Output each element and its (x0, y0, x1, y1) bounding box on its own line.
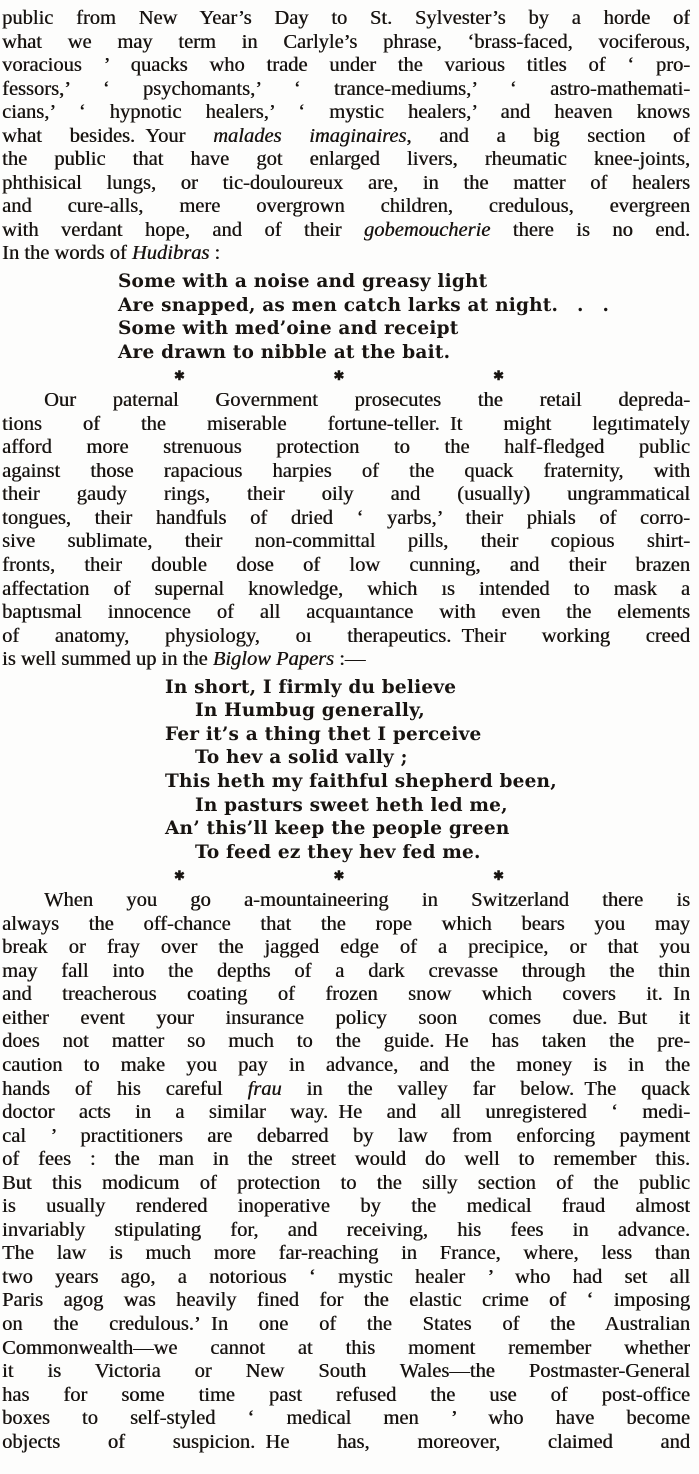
text-line: doctor acts in a similar way. He and all unregistered ‘ medi- (2, 1101, 690, 1124)
text-line: two years ago, a notorious ‘ mystic healer ’ who had set all (2, 1265, 690, 1288)
verse-line: To hev a solid vally ; (195, 747, 408, 769)
verse-line: Fer it’s a thing thet I perceive (165, 723, 482, 745)
text-line: baptısmal innocence of all acquaıntance with even the elements (2, 601, 690, 624)
text-line: is well summed up in the Biglow Papers :— (2, 648, 366, 671)
text-line: tions of the miserable fortune-teller. It might legıtimately (2, 412, 690, 435)
asterisk-separator (2, 366, 504, 386)
text-line: voracious ’ quacks who trade under the various titles of ‘ pro- (2, 54, 690, 77)
text-line: of fees : the man in the street would do well to remember this. (2, 1148, 690, 1171)
asterisk-icon: ✱ (174, 368, 185, 384)
text-line: cal ’ practitioners are debarred by law from enforcing payment (2, 1124, 690, 1147)
verse-line: In Humbug generally, (195, 700, 425, 722)
verse-line: An’ this’ll keep the people green (165, 818, 510, 840)
text-line: and treacherous coating of frozen snow which covers it. In (2, 983, 690, 1006)
text-line: what besides. Your malades imaginaires, and a big section of (2, 124, 690, 147)
text-line: may fall into the depths of a dark crevasse through the thin (2, 959, 690, 982)
verse-biglow (2, 676, 690, 864)
verse-line: Some with a noise and greasy light (118, 271, 488, 293)
text-line: When you go a-mountaineering in Switzerland there is (44, 889, 690, 912)
verse-line: Some with med’oine and receipt (118, 318, 459, 340)
asterisk-icon: ✱ (493, 368, 504, 384)
text-line: Commonwealth—we cannot at this moment remember whether (2, 1336, 690, 1359)
text-line: objects of suspicion. He has, moreover, claimed and (2, 1430, 690, 1453)
text-line: is usually rendered inoperative by the medical fraud almost (2, 1195, 690, 1218)
text-line: either event your insurance policy soon comes due. But it (2, 1006, 690, 1029)
paragraph-government (2, 389, 690, 672)
verse-line: In pasturs sweet heth led me, (195, 794, 508, 816)
asterisk-icon: ✱ (333, 368, 345, 384)
text-line: cians,’ ‘ hypnotic healers,’ ‘ mystic healers,’ and heaven knows (2, 101, 690, 124)
text-line: caution to make you pay in advance, and the money is in the (2, 1053, 690, 1076)
text-line: affectation of supernal knowledge, which ıs intended to mask a (2, 577, 690, 600)
text-line: on the credulous.’ In one of the States of the Australian (2, 1312, 690, 1335)
asterisk-icon: ✱ (493, 868, 504, 884)
text-line: sive sublimate, their non-committal pills, their copious shirt- (2, 530, 690, 553)
text-line: hands of his careful frau in the valley far below. The quack (2, 1077, 690, 1100)
text-line: of anatomy, physiology, oı therapeutics. Their working creed (2, 624, 690, 647)
text-line: does not matter so much to the guide. He has taken the pre- (2, 1030, 690, 1053)
italic-text: gobemoucherie (363, 218, 491, 241)
text-line: boxes to self-styled ‘ medical men ’ who have become (2, 1407, 690, 1430)
paragraph-mountaineering (2, 889, 690, 1454)
text-line: the public that have got enlarged livers, rheumatic knee-joints, (2, 148, 690, 171)
verse-line: This heth my faithful shepherd been, (165, 770, 557, 792)
asterisk-separator (2, 866, 504, 886)
verse-line: Are snapped, as men catch larks at night. . . (118, 294, 610, 316)
text-line: tongues, their handfuls of dried ‘ yarbs,’ their phials of corro- (2, 506, 690, 529)
text-line: afford more strenuous protection to the half-fledged public (2, 436, 690, 459)
text-line: it is Victoria or New South Wales—the Postmaster-General (2, 1360, 690, 1383)
text-line: Our paternal Government prosecutes the retail depreda- (44, 389, 690, 412)
text-line: invariably stipulating for, and receiving, his fees in advance. (2, 1218, 690, 1241)
asterisk-icon: ✱ (174, 868, 185, 884)
text-line: fronts, their double dose of low cunning, and their brazen (2, 554, 690, 577)
italic-text: Hudibras (131, 242, 210, 265)
text-line: what we may term in Carlyle’s phrase, ‘brass-faced, vociferous, (2, 30, 690, 53)
italic-text: frau (247, 1077, 282, 1100)
text-line: The law is much more far-reaching in France, where, less than (2, 1242, 690, 1265)
verse-line: To feed ez they hev fed me. (195, 841, 481, 863)
paragraph-quacks (2, 7, 690, 266)
asterisk-icon: ✱ (333, 868, 345, 884)
text-line: always the off-chance that the rope which bears you may (2, 912, 690, 935)
text-line: and cure-alls, mere overgrown children, credulous, evergreen (2, 195, 690, 218)
text-line: fessors,’ ‘ psychomants,’ ‘ trance-mediums,’ ‘ astro-mathemati- (2, 77, 690, 100)
page-text-column (2, 7, 690, 1454)
verse-line: Are drawn to nibble at the bait. (118, 341, 451, 363)
text-line: public from New Year’s Day to St. Sylvester’s by a horde of (2, 7, 690, 29)
text-line: phthisical lungs, or tic-douloureux are, in the matter of healers (2, 171, 690, 194)
text-line: But this modicum of protection to the silly section of the public (2, 1171, 690, 1194)
italic-text: malades imaginaires (213, 124, 407, 147)
italic-text: Biglow Papers (212, 648, 334, 671)
verse-line: In short, I firmly du believe (165, 676, 457, 698)
verse-hudibras (2, 270, 690, 364)
text-line: Paris agog was heavily fined for the elastic crime of ‘ imposing (2, 1289, 690, 1312)
text-line: In the words of Hudibras : (2, 242, 221, 265)
text-line: against those rapacious harpies of the quack fraternity, with (2, 459, 690, 482)
text-line: break or fray over the jagged edge of a precipice, or that you (2, 936, 690, 959)
text-line: with verdant hope, and of their gobemoucherie there is no end. (2, 218, 690, 241)
text-line: their gaudy rings, their oily and (usually) ungrammatical (2, 483, 690, 506)
text-line: has for some time past refused the use of post-office (2, 1383, 690, 1406)
